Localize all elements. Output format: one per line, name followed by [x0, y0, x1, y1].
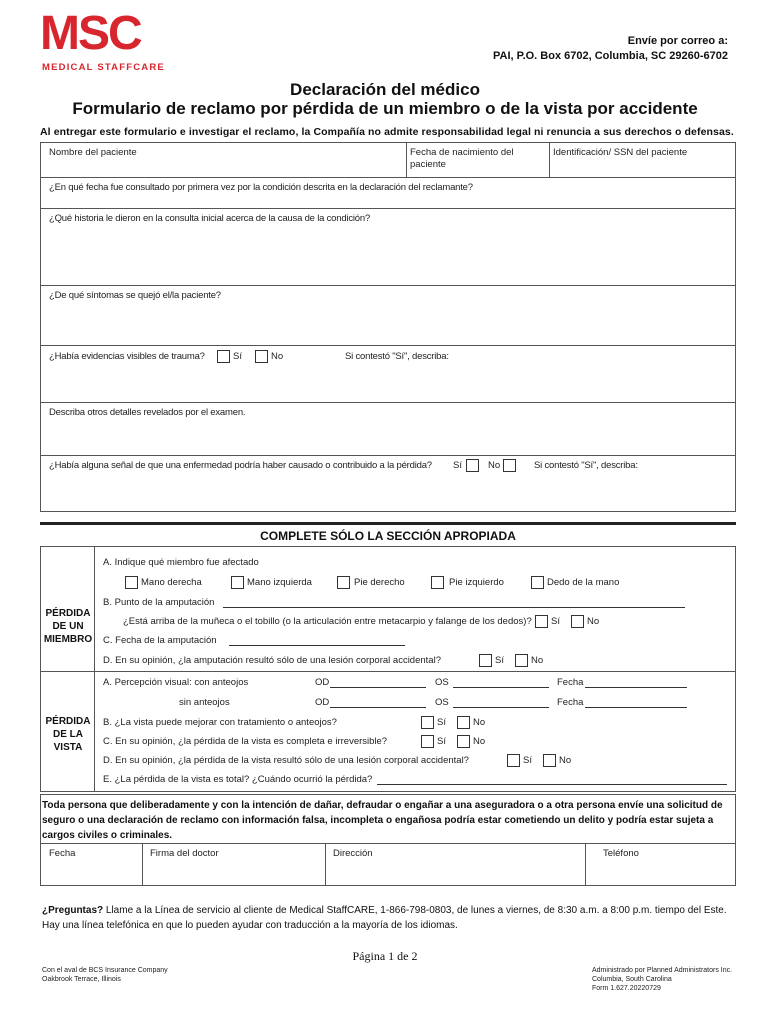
accidental-sight-yes-label: Sí [523, 755, 532, 766]
accidental-limb-yes-label: Sí [495, 655, 504, 666]
footer-left-line1: Con el aval de BCS Insurance Company [42, 967, 168, 974]
amputation-point-input[interactable] [223, 598, 685, 608]
msc-logo [40, 7, 170, 76]
page-title: Declaración del médico [290, 80, 480, 99]
sight-date-2-input[interactable] [585, 698, 687, 708]
logo-subtitle: MEDICAL STAFFCARE [42, 62, 165, 73]
disease-yes-checkbox[interactable] [466, 459, 479, 472]
sight-d-label: D. En su opinión, ¿la pérdida de la vista resultó sólo de una lesión corporal accidental? [103, 755, 469, 766]
date-sign-field[interactable] [41, 844, 143, 885]
disease-describe-label: Si contestó "Sí", describa: [534, 460, 638, 471]
os-label-1: OS [435, 677, 449, 688]
phone-field[interactable] [585, 844, 735, 885]
left-foot-label: Pie izquierdo [449, 577, 504, 588]
above-wrist-yes-label: Sí [551, 616, 560, 627]
sight-side-label: PÉRDIDA DE LA VISTA [45, 716, 91, 753]
improve-no-label: No [473, 717, 486, 728]
sight-e-label: E. ¿La pérdida de la vista es total? ¿Cuándo ocurrió la pérdida? [103, 774, 373, 785]
accidental-sight-no-checkbox[interactable] [543, 754, 556, 767]
footer-right-line2: Columbia, South Carolina [592, 976, 672, 983]
right-foot-checkbox[interactable] [337, 576, 350, 589]
trauma-yes-checkbox[interactable] [217, 350, 230, 363]
left-hand-checkbox[interactable] [231, 576, 244, 589]
page-subtitle: Formulario de reclamo por pérdida de un miembro o de la vista por accidente [72, 99, 698, 118]
od-label-1: OD [315, 677, 330, 688]
os-label-2: OS [435, 697, 449, 708]
limb-b-label: B. Punto de la amputación [103, 597, 215, 608]
right-foot-label: Pie derecho [354, 577, 405, 588]
patient-name-label: Nombre del paciente [49, 147, 137, 158]
disease-field [41, 455, 735, 511]
history-label: ¿Qué historia le dieron en la consulta inicial acerca de la causa de la condición? [49, 213, 371, 224]
right-hand-label: Mano derecha [141, 577, 202, 588]
address-field[interactable] [325, 844, 586, 885]
address-label: Dirección [333, 848, 373, 859]
symptoms-field[interactable] [41, 285, 735, 346]
od-with-glasses-input[interactable] [330, 678, 426, 688]
finger-label: Dedo de la mano [547, 577, 620, 588]
limb-side-label: PÉRDIDA DE UN MIEMBRO [43, 608, 93, 645]
questions-text [42, 903, 732, 933]
fecha-label-2: Fecha [557, 697, 584, 708]
footer-right-line3: Form 1.627.20220729 [592, 985, 661, 992]
limb-a-label: A. Indique qué miembro fue afectado [103, 557, 259, 568]
sight-loss-date-input[interactable] [377, 775, 727, 785]
sight-c-label: C. En su opinión, ¿la pérdida de la vista es completa e irreversible? [103, 736, 388, 747]
first-consult-field[interactable] [41, 177, 735, 209]
finger-checkbox[interactable] [531, 576, 544, 589]
doctor-signature-label: Firma del doctor [150, 848, 219, 859]
limb-sight-divider [41, 671, 735, 672]
patient-name-field[interactable] [41, 143, 407, 177]
logo-mark: MSC [40, 7, 141, 60]
trauma-label: ¿Había evidencias visibles de trauma? [49, 351, 205, 362]
ssn-field[interactable] [549, 143, 735, 177]
irreversible-no-checkbox[interactable] [457, 735, 470, 748]
fraud-warning: Toda persona que deliberadamente y con la intención de dañar, defraudar o engañar a una aseguradora o a otra persona envíe una solicitud de seguro o una declaración de reclamo con información falsa, incompleta o engañosa podría estar cometiendo un delito y podría estar sujeta a cargos civiles o criminales. [42, 800, 723, 841]
limb-b2-label: ¿Está arriba de la muñeca o el tobillo (o la articulación entre metacarpio y falange de los dedos)? [123, 616, 532, 627]
improve-no-checkbox[interactable] [457, 716, 470, 729]
sign-date-label: Fecha [49, 848, 76, 859]
trauma-yes-label: Sí [233, 351, 242, 362]
dob-label: Fecha de nacimiento del paciente [410, 147, 514, 170]
side-divider [94, 547, 95, 791]
footer-left [42, 966, 168, 984]
footer-right [592, 966, 732, 993]
questions-heading: ¿Preguntas? [42, 905, 104, 916]
right-hand-checkbox[interactable] [125, 576, 138, 589]
amputation-date-input[interactable] [229, 636, 405, 646]
disclaimer: Al entregar este formulario e investigar el reclamo, la Compañía no admite responsabilidad legal ni renuncia a sus derechos o defensas. [40, 126, 734, 138]
disease-label: ¿Había alguna señal de que una enfermedad podría haber causado o contribuido a la pérdida? [49, 460, 432, 471]
footer-left-line2: Oakbrook Terrace, Illinois [42, 976, 121, 983]
disease-no-checkbox[interactable] [503, 459, 516, 472]
os-with-glasses-input[interactable] [453, 678, 549, 688]
sight-b-label: B. ¿La vista puede mejorar con tratamiento o anteojos? [103, 717, 337, 728]
other-details-field[interactable] [41, 402, 735, 456]
appropriate-section-box [40, 546, 736, 792]
left-foot-checkbox[interactable] [431, 576, 444, 589]
mail-to [493, 34, 728, 64]
trauma-no-label: No [271, 351, 284, 362]
page-number: Página 1 de 2 [352, 949, 418, 963]
irreversible-yes-label: Sí [437, 736, 446, 747]
accidental-limb-no-checkbox[interactable] [515, 654, 528, 667]
accidental-sight-yes-checkbox[interactable] [507, 754, 520, 767]
sight-date-1-input[interactable] [585, 678, 687, 688]
patient-row [41, 143, 735, 178]
trauma-describe-label: Si contestó "Sí", describa: [345, 351, 449, 362]
dob-field[interactable] [406, 143, 550, 177]
trauma-no-checkbox[interactable] [255, 350, 268, 363]
other-details-label: Describa otros detalles revelados por el examen. [49, 407, 246, 418]
first-consult-label: ¿En qué fecha fue consultado por primera vez por la condición descrita en la declaración del reclamante? [49, 182, 473, 193]
patient-info-box [40, 142, 736, 512]
footer-right-line1: Administrado por Planned Administrators Inc. [592, 967, 733, 974]
ssn-label: Identificación/ SSN del paciente [553, 147, 688, 158]
left-hand-label: Mano izquierda [247, 577, 312, 588]
above-wrist-no-label: No [587, 616, 600, 627]
doctor-signature-field[interactable] [142, 844, 326, 885]
irreversible-yes-checkbox[interactable] [421, 735, 434, 748]
os-without-glasses-input[interactable] [453, 698, 549, 708]
section-divider [40, 522, 736, 525]
limb-c-label: C. Fecha de la amputación [103, 635, 217, 646]
od-without-glasses-input[interactable] [330, 698, 426, 708]
section-title: COMPLETE SÓLO LA SECCIÓN APROPIADA [260, 529, 516, 543]
above-wrist-yes-checkbox[interactable] [535, 615, 548, 628]
mail-address: PAI, P.O. Box 6702, Columbia, SC 29260-6702 [493, 50, 728, 62]
questions-body: Llame a la Línea de servicio al cliente de Medical StaffCARE, 1-866-798-0803, de lunes a viernes, de 8:30 a.m. a 8:00 p.m. tiempo del Este. Hay una línea telefónica en que lo pueden ayudar con traducción a la mayoría de los idiomas. [42, 905, 727, 931]
trauma-field [41, 345, 735, 403]
limb-d-label: D. En su opinión, ¿la amputación resultó sólo de una lesión corporal accidental? [103, 655, 441, 666]
accidental-limb-yes-checkbox[interactable] [479, 654, 492, 667]
improve-yes-label: Sí [437, 717, 446, 728]
sight-a-label: A. Percepción visual: con anteojos [103, 677, 249, 688]
accidental-limb-no-label: No [531, 655, 544, 666]
symptoms-label: ¿De qué síntomas se quejó el/la paciente? [49, 290, 221, 301]
fecha-label-1: Fecha [557, 677, 584, 688]
disease-yes-label: Sí [453, 460, 462, 471]
od-label-2: OD [315, 697, 330, 708]
phone-label: Teléfono [603, 848, 639, 859]
history-field[interactable] [41, 208, 735, 286]
above-wrist-no-checkbox[interactable] [571, 615, 584, 628]
accidental-sight-no-label: No [559, 755, 572, 766]
irreversible-no-label: No [473, 736, 486, 747]
disease-no-label: No [488, 460, 501, 471]
improve-yes-checkbox[interactable] [421, 716, 434, 729]
sight-a2-label: sin anteojos [179, 697, 230, 708]
mail-label: Envíe por correo a: [627, 35, 728, 47]
